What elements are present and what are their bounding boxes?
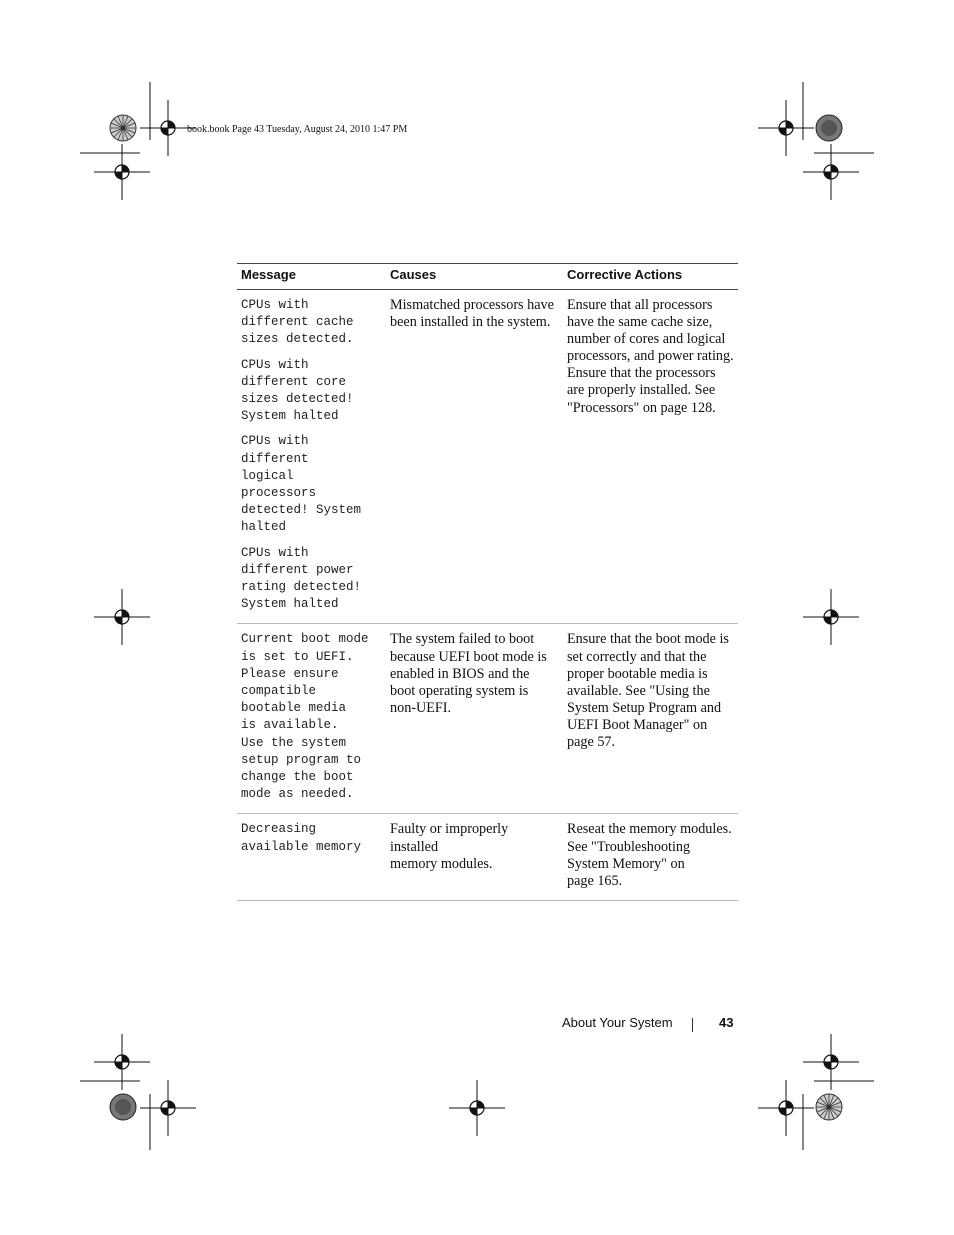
- message-text: CPUs with different cache sizes detected.: [241, 298, 354, 347]
- table-row: [237, 624, 738, 814]
- message-text: Current boot mode is set to UEFI. Please ensure compatible bootable media is available. Use the system setup program to change the boot mode as needed.: [241, 632, 369, 802]
- registration-mark-icon: [803, 589, 859, 645]
- registration-mark-icon: [758, 100, 814, 156]
- registration-mark-icon: [94, 589, 150, 645]
- registration-star-icon: [110, 1094, 136, 1120]
- registration-mark-icon: [803, 1034, 859, 1090]
- error-messages-table: [237, 263, 738, 901]
- message-text: Decreasing available memory: [241, 822, 362, 854]
- message-cell: [237, 624, 386, 814]
- cause-cell: [386, 290, 563, 624]
- registration-star-icon: [816, 1094, 842, 1120]
- cause-text: Faulty or improperly installed memory modules.: [390, 821, 509, 872]
- message-text: CPUs with different power rating detected! System halted: [241, 545, 362, 612]
- registration-mark-icon: [803, 144, 859, 200]
- message-text: CPUs with different core sizes detected! System halted: [241, 357, 354, 424]
- message-text: CPUs with different logical processors detected! System halted: [241, 434, 362, 535]
- message-cell: [237, 290, 386, 624]
- table-row: [237, 814, 738, 900]
- action-cell: [563, 814, 738, 900]
- message-cell: [237, 814, 386, 900]
- table-header-row: [237, 264, 738, 290]
- column-header-causes: Causes: [386, 264, 563, 290]
- column-header-message: Message: [237, 264, 386, 290]
- registration-mark-icon: [449, 1080, 505, 1136]
- cause-cell: [386, 814, 563, 900]
- registration-mark-icon: [140, 1080, 196, 1136]
- registration-mark-icon: [94, 1034, 150, 1090]
- page-number: 43: [719, 1015, 734, 1030]
- registration-mark-icon: [758, 1080, 814, 1136]
- registration-star-icon: [110, 115, 136, 141]
- footer-divider: [692, 1018, 693, 1032]
- column-header-corrective-actions: Corrective Actions: [563, 264, 738, 290]
- cause-cell: [386, 624, 563, 814]
- footer-section-title: About Your System: [562, 1015, 673, 1030]
- cause-text: Mismatched processors have been installed in the system.: [390, 297, 554, 331]
- registration-mark-icon: [94, 144, 150, 200]
- action-text: Reseat the memory modules. See "Troubleshooting System Memory" on page 165.: [567, 821, 732, 889]
- action-cell: [563, 624, 738, 814]
- print-slug: book.book Page 43 Tuesday, August 24, 2010 1:47 PM: [187, 124, 408, 135]
- action-text: Ensure that the boot mode is set correctly and that the proper bootable media is available. See "Using the System Setup Program and UEFI Boot Manager" on page 57.: [567, 631, 729, 751]
- action-cell: [563, 290, 738, 624]
- registration-star-icon: [816, 115, 842, 141]
- cause-text: The system failed to boot because UEFI boot mode is enabled in BIOS and the boot operating system is non-UEFI.: [390, 631, 547, 716]
- table-row: [237, 290, 738, 624]
- action-text: Ensure that all processors have the same cache size, number of cores and logical processors, and power rating. Ensure that the processors are properly installed. See "Processors" on page 128.: [567, 297, 734, 416]
